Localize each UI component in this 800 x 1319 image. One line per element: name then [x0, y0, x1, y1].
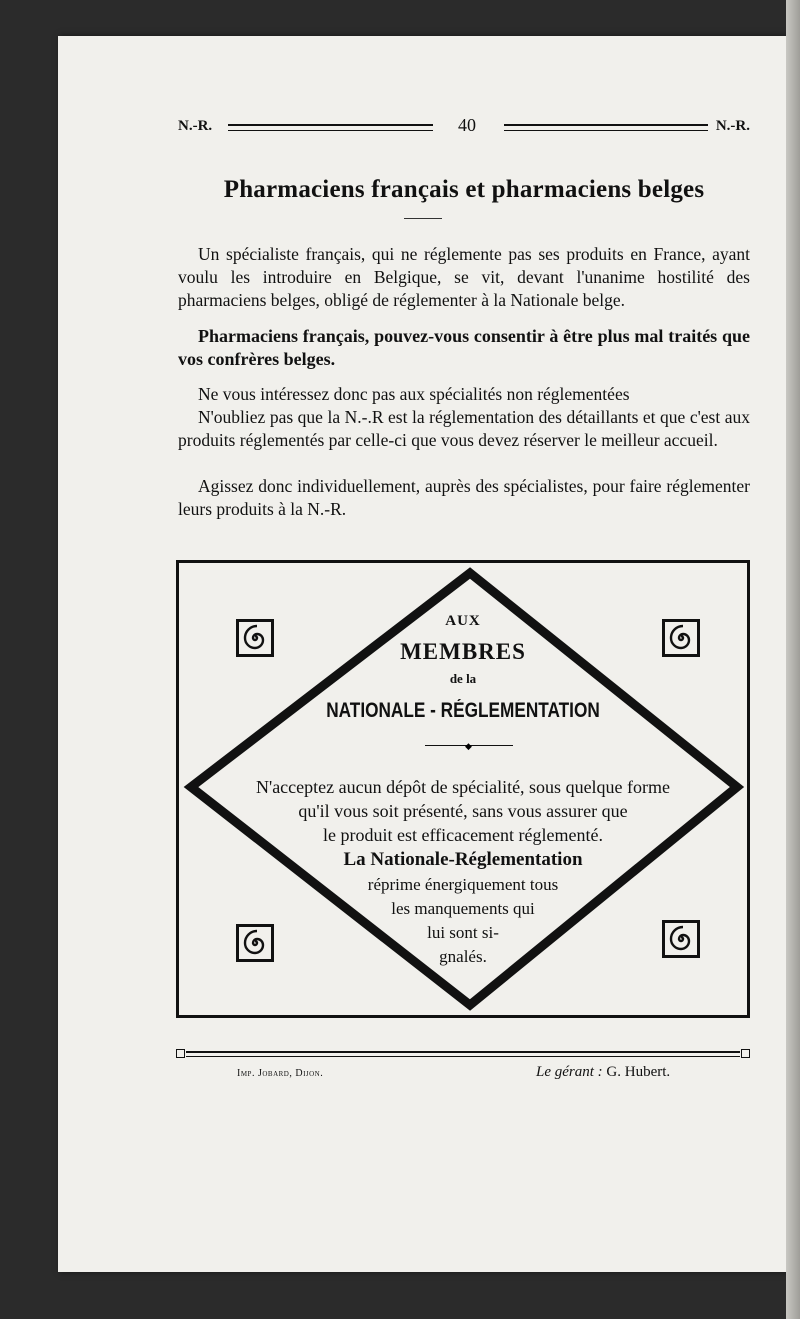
box-membres: MEMBRES	[400, 639, 526, 664]
printer-imprint: Imp. Jobard, Dijon.	[237, 1068, 324, 1079]
paragraph-4: N'oubliez pas que la N.-.R est la réglementation des détaillants et que c'est aux produits réglementés par celle-ci que vous devez réserver le meilleur accueil.	[178, 407, 750, 450]
box-line-6: les manquements qui	[391, 899, 535, 918]
footer-square-icon	[741, 1049, 750, 1058]
header-rule-left	[228, 124, 433, 131]
page-number: 40	[458, 115, 476, 135]
gerant-label: Le gérant :	[536, 1064, 603, 1080]
paragraph-1: Un spécialiste français, qui ne réglemente pas ses produits en France, ayant voulu les introduire en Belgique, se vit, devant l'unanime hostilité des pharmaciens belges, obligé de réglementer à la Nationale belge.	[178, 244, 750, 310]
box-nationale-heading: NATIONALE - RÉGLEMENTATION	[326, 699, 600, 722]
paragraph-5: Agissez donc individuellement, auprès des spécialistes, pour faire réglementer leurs produits à la N.-R.	[178, 476, 750, 519]
box-line-2: qu'il vous soit présenté, sans vous assurer que	[298, 801, 628, 821]
header-rule-right	[504, 124, 708, 131]
footer-line	[186, 1051, 740, 1057]
box-line-1: N'acceptez aucun dépôt de spécialité, sous quelque forme	[255, 777, 671, 797]
ornament-dot-icon: ◆	[465, 741, 472, 751]
gerant-name: G. Hubert.	[606, 1064, 671, 1080]
box-line-5: réprime énergiquement tous	[367, 875, 559, 894]
paragraph-3: Ne vous intéressez donc pas aux spécialités non réglementées	[198, 384, 630, 404]
title-dash	[404, 218, 442, 219]
box-aux: AUX	[445, 613, 481, 629]
page-title: Pharmaciens français et pharmaciens belges	[223, 176, 705, 203]
box-de-la: de la	[449, 671, 477, 686]
box-line-4: La Nationale-Réglementation	[343, 849, 583, 870]
gerant-credit	[536, 1064, 670, 1081]
paragraph-2: Pharmaciens français, pouvez-vous consentir à être plus mal traités que vos confrères belges.	[178, 326, 750, 369]
running-header	[178, 116, 750, 138]
page-edge	[786, 0, 800, 1319]
box-line-8: gnalés.	[439, 947, 487, 966]
footer-rule	[176, 1049, 750, 1058]
header-right: N.-R.	[715, 118, 750, 134]
box-line-3: le produit est efficacement réglementé.	[322, 825, 604, 845]
notice-box	[176, 560, 750, 1018]
header-left: N.-R.	[178, 118, 213, 134]
box-line-7: lui sont si-	[427, 923, 499, 942]
footer-square-icon	[176, 1049, 185, 1058]
